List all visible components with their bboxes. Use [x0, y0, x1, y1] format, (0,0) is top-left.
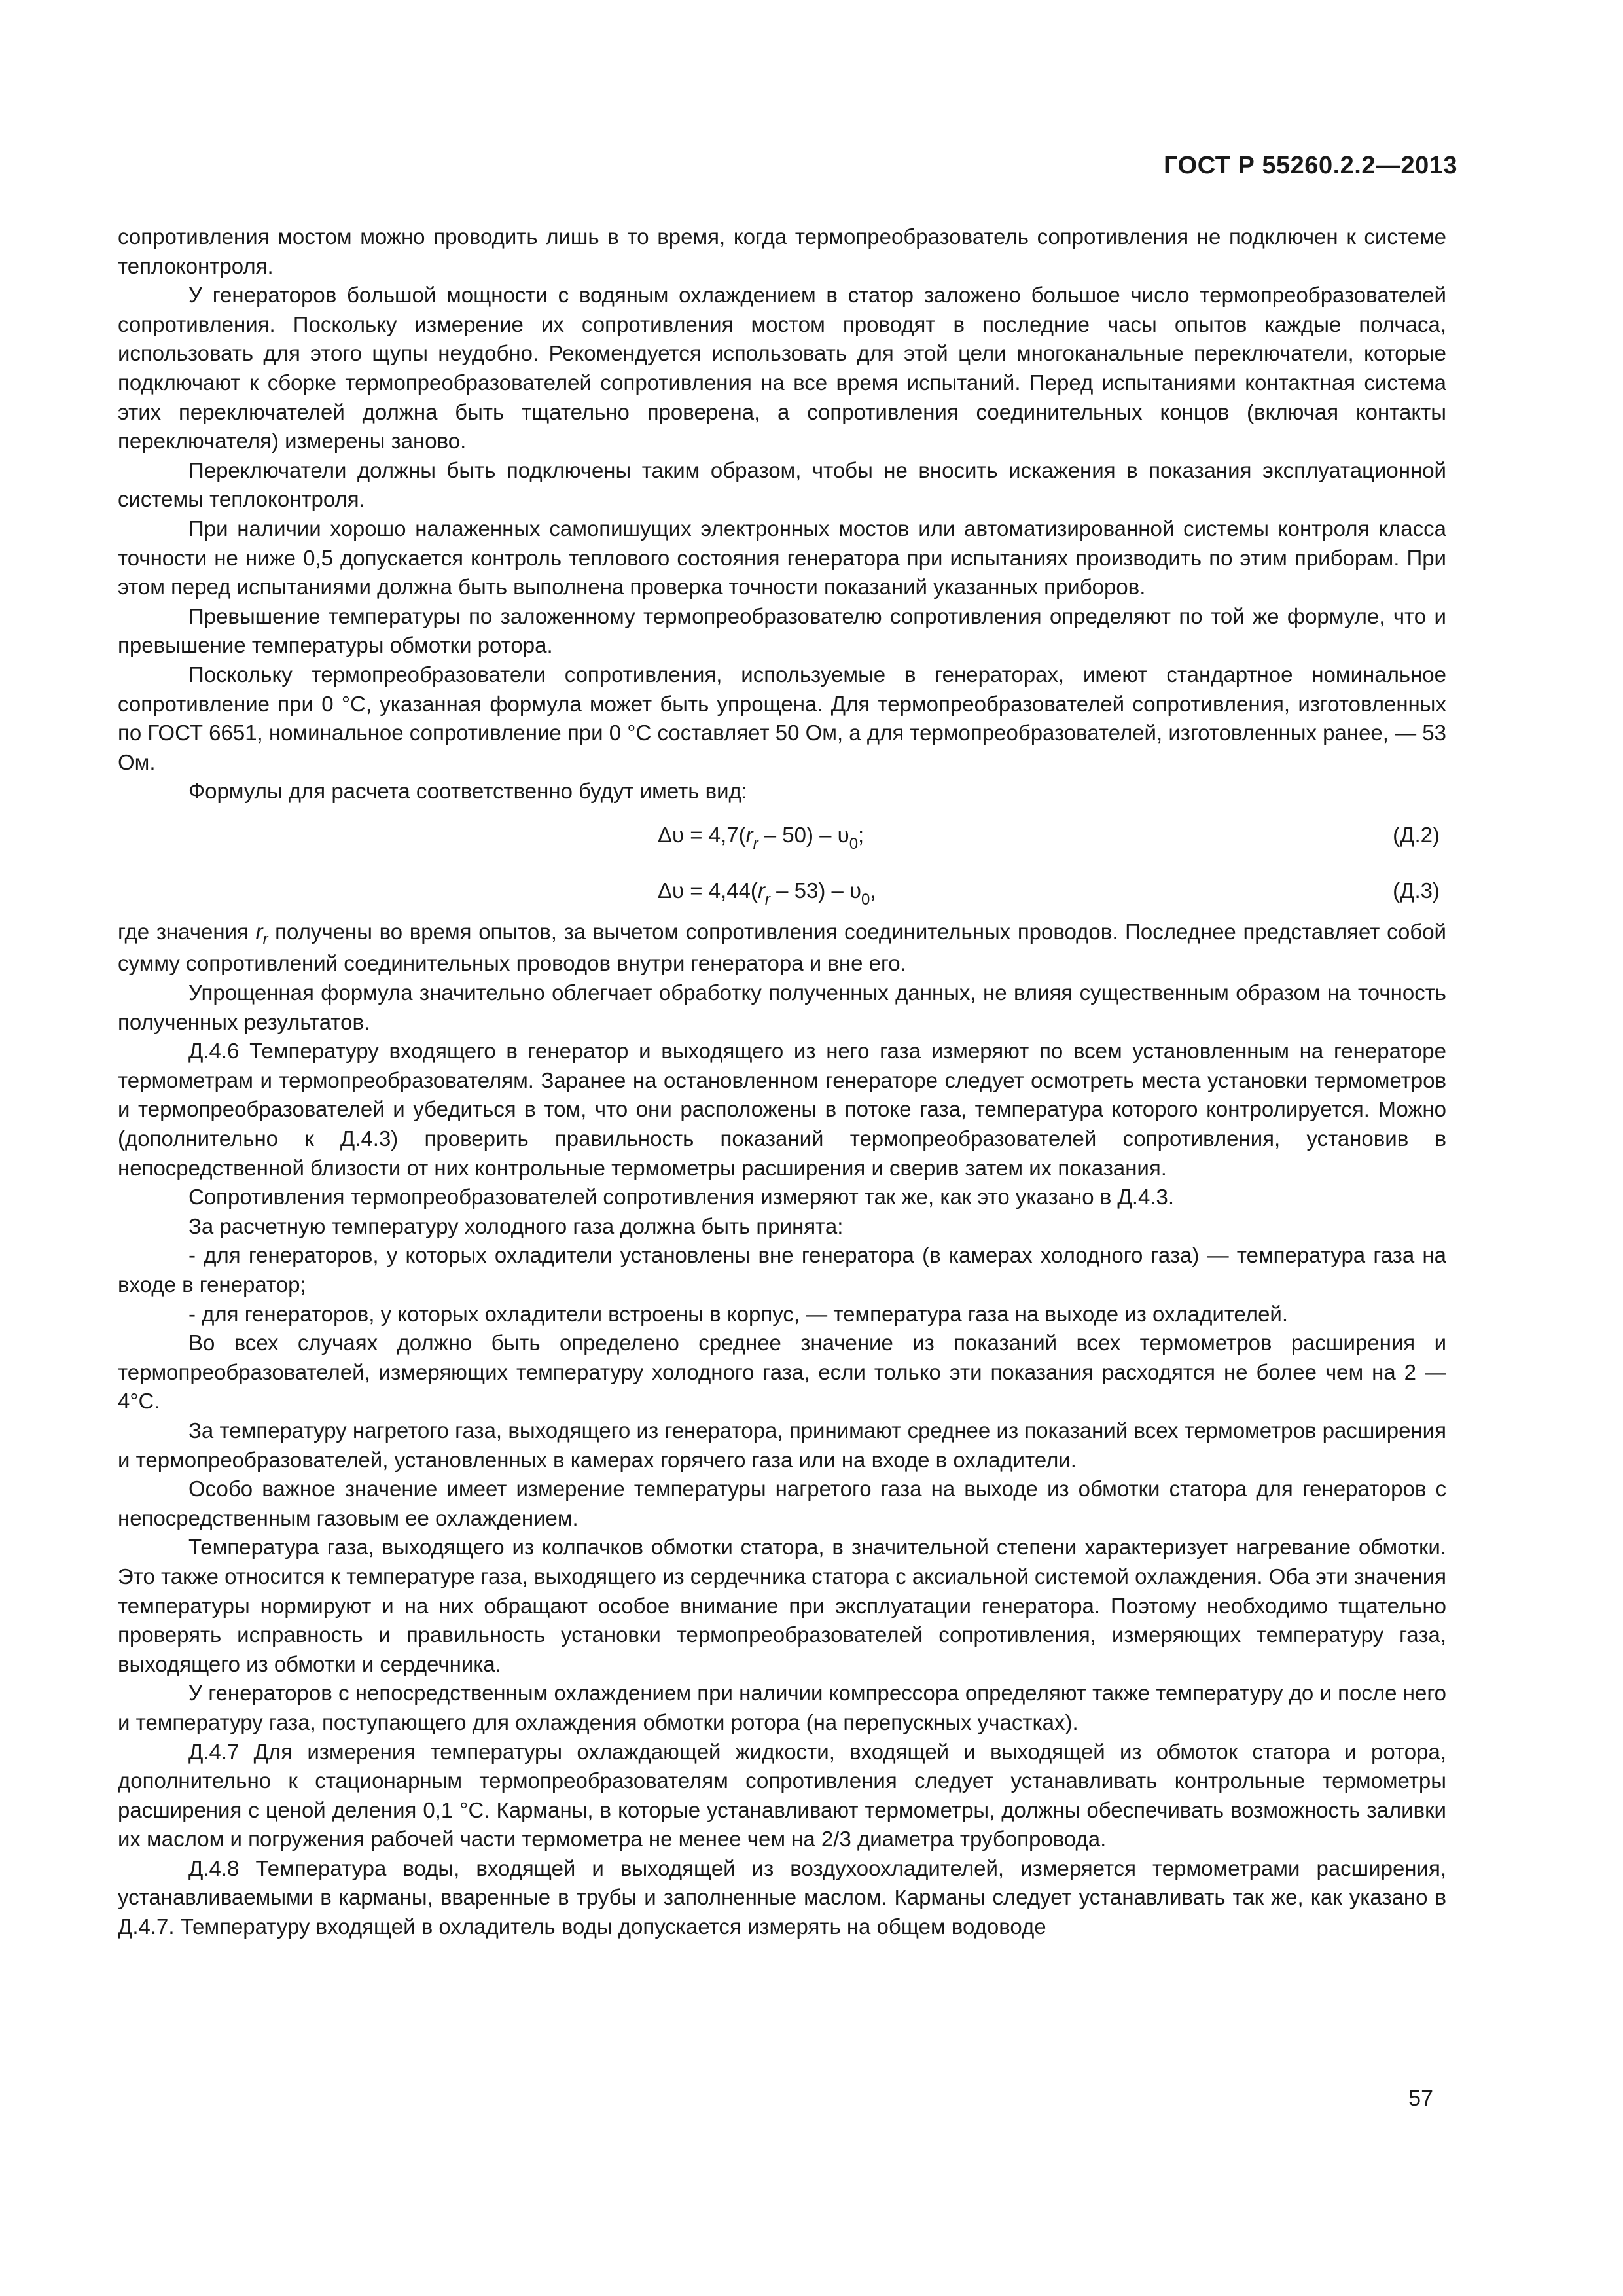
paragraph: Д.4.7 Для измерения температуры охлаждающей жидкости, входящей и выходящей из обмоток статора и ротора, дополнительно к стационарным термопреобразователям сопротивления следует устанавливать контрольные термометры расширения с ценой деления 0,1 °С. Карманы, в которые устанавливают термометры, должны обеспечивать возможность заливки их маслом и погружения рабочей части термометра не менее чем на 2/3 диаметра трубопровода. — [118, 1739, 1446, 1852]
formula-expression — [658, 821, 864, 853]
body-text — [118, 223, 1446, 1942]
paragraph: Формулы для расчета соответственно будут иметь вид: — [188, 779, 747, 804]
paragraph: Во всех случаях должно быть определено среднее значение из показаний всех термометров расширения и термопреобразователей, измеряющих температуру холодного газа, если только эти показания расходятся не более чем на 2 — 4°С. — [118, 1331, 1446, 1414]
paragraph: Д.4.8 Температура воды, входящей и выходящей из воздухоохладителей, измеряется термометрами расширения, устанавливаемыми в карманы, вваренные в трубы и заполненные маслом. Карманы следует устанавливать так же, как указано в Д.4.7. Температуру входящей в охладитель воды допускается измерять на общем водоводе — [118, 1856, 1446, 1939]
paragraph: - для генераторов, у которых охладители установлены вне генератора (в камерах холодного газа) — температура газа на входе в генератор; — [118, 1243, 1446, 1297]
formula-expression — [658, 876, 876, 908]
paragraph: Особо важное значение имеет измерение температуры нагретого газа на выходе из обмотки статора для генераторов с непосредственным газовым ее охлаждением. — [118, 1477, 1446, 1530]
formula-subscript: 0 — [861, 890, 870, 908]
paragraph: У генераторов большой мощности с водяным охлаждением в статор заложено большое число термопреобразователей сопротивления. Поскольку измерение их сопротивления мостом проводят в последние часы опытов каждые полчаса, использовать для этого щупы неудобно. Рекомендуется использовать для этой цели многоканальные переключатели, которые подключают к сборке термопреобразователей сопротивления на все время испытаний. Перед испытаниями контактная система этих переключателей должна быть тщательно проверена, а сопротивления соединительных концов (включая контакты переключателя) измерены заново. — [118, 283, 1446, 454]
paragraph: Превышение температуры по заложенному термопреобразователю сопротивления определяют по той же формуле, что и превышение температуры обмотки ротора. — [118, 603, 1446, 658]
formula-lhs: Δυ = 4,44( — [658, 878, 758, 903]
formula-d2 — [118, 806, 1446, 862]
paragraph: У генераторов с непосредственным охлаждением при наличии компрессора определяют также температуру до и после него и температуру газа, поступающего для охлаждения обмотки ротора (на перепускных участках). — [118, 1681, 1446, 1734]
paragraph: Поскольку термопреобразователи сопротивления, используемые в генераторах, имеют стандартное номинальное сопротивление при 0 °С, указанная формула может быть упрощена. Для термопреобразователей сопротивления, изготовленных по ГОСТ 6651, номинальное сопротивление при 0 °С составляет 50 Ом, а для термопреобразователей, изготовленных ранее, — 53 Ом. — [118, 662, 1446, 774]
formula-variable-subscript: r — [764, 890, 770, 908]
paragraph: Переключатели должны быть подключены таким образом, чтобы не вносить искажения в показания эксплуатационной системы теплоконтроля. — [118, 457, 1446, 512]
formula-number: (Д.3) — [1393, 878, 1440, 903]
paragraph: Д.4.6 Температуру входящего в генератор и выходящего из него газа измеряют по всем установленным на генераторе термометрам и термопреобразователям. Заранее на остановленном генераторе следует осмотреть места установки термометров и термопреобразователей и убедиться в том, что они расположены в потоке газа, температура которого контролируется. Можно (дополнительно к Д.4.3) проверить правильность показаний термопреобразователей сопротивления, установив в непосредственной близости от них контрольные термометры расширения и сверив затем их показания. — [118, 1039, 1446, 1180]
paragraph-text: где значения — [118, 919, 256, 944]
paragraph: При наличии хорошо налаженных самопишущих электронных мостов или автоматизированной системы контроля класса точности не ниже 0,5 допускается контроль теплового состояния генератора при испытаниях производить по этим приборам. При этом перед испытаниями должна быть выполнена проверка точности показаний указанных приборов. — [118, 516, 1446, 600]
formula-tail: , — [870, 878, 876, 903]
formula-variable: r — [745, 822, 753, 847]
inline-variable: r — [255, 919, 263, 944]
paragraph: - для генераторов, у которых охладители встроены в корпус, — температура газа на выходе из охладителей. — [188, 1301, 1289, 1326]
formula-tail: ; — [858, 822, 865, 847]
page-number: 57 — [1408, 2086, 1433, 2111]
formula-variable: r — [757, 878, 765, 903]
paragraph: За температуру нагретого газа, выходящего из генератора, принимают среднее из показаний всех термометров расширения и термопреобразователей, установленных в камерах горячего газа или на входе в охладители. — [118, 1418, 1446, 1472]
paragraph: сопротивления мостом можно проводить лишь в то время, когда термопреобразователь сопротивления не подключен к системе теплоконтроля. — [118, 224, 1446, 278]
formula-subscript: 0 — [849, 834, 859, 853]
formula-middle: – 50) – υ — [758, 822, 849, 847]
formula-middle: – 53) – υ — [770, 878, 862, 903]
paragraph: За расчетную температуру холодного газа должна быть принята: — [188, 1213, 844, 1238]
paragraph-with-variable — [118, 918, 1446, 978]
paragraph: Сопротивления термопреобразователей сопротивления измеряют так же, как это указано в Д.4.3. — [188, 1185, 1174, 1210]
paragraph-text: получены во время опытов, за вычетом сопротивления соединительных проводов. Последнее представляет собой сумму сопротивлений соединительных проводов внутри генератора и вне его. — [118, 919, 1446, 976]
formula-variable-subscript: r — [753, 834, 758, 853]
paragraph: Упрощенная формула значительно облегчает обработку полученных данных, не влияя существенным образом на точность полученных результатов. — [118, 980, 1446, 1034]
formula-lhs: Δυ = 4,7( — [658, 822, 746, 847]
page-header-doc-code: ГОСТ Р 55260.2.2—2013 — [1164, 152, 1457, 179]
formula-d3 — [118, 862, 1446, 918]
inline-variable-subscript: r — [262, 930, 268, 948]
formula-number: (Д.2) — [1393, 822, 1440, 847]
paragraph: Температура газа, выходящего из колпачков обмотки статора, в значительной степени характеризует нагревание обмотки. Это также относится к температуре газа, выходящего из сердечника статора с аксиальной системой охлаждения. Оба эти значения температуры нормируют и на них обращают особое внимание при эксплуатации генератора. Поэтому необходимо тщательно проверять исправность и правильность установки термопреобразователей сопротивления, измеряющих температуру газа, выходящего из обмотки и сердечника. — [118, 1535, 1446, 1676]
